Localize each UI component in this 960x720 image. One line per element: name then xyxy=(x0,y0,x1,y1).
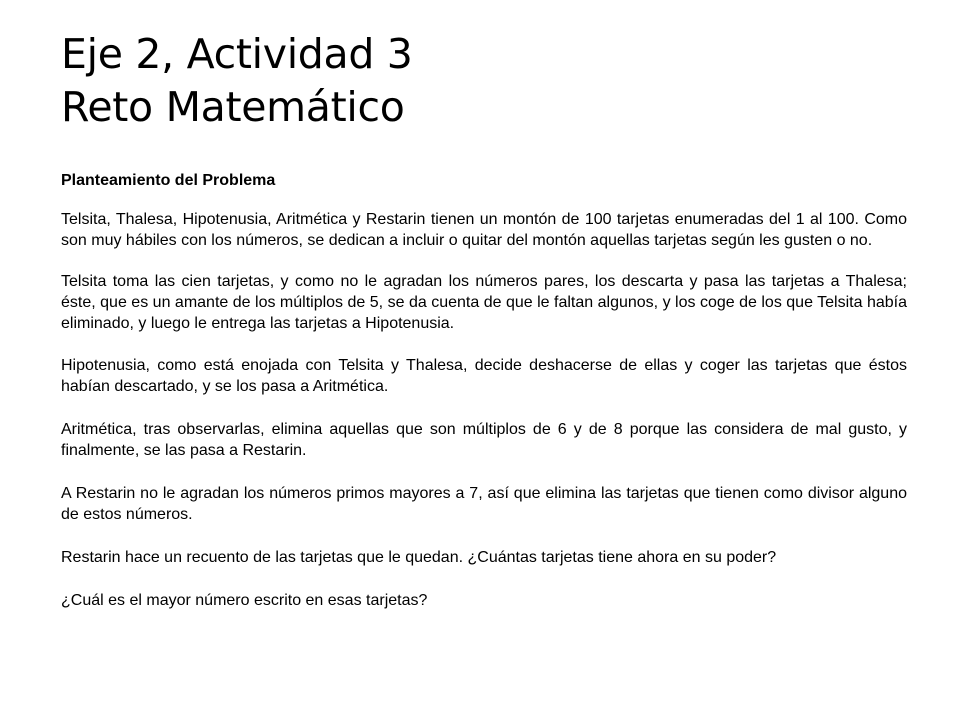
paragraph-restarin: A Restarin no le agradan los números primos mayores a 7, así que elimina las tarjetas que tienen como divisor alguno de estos números. xyxy=(61,485,907,523)
problem-heading: Planteamiento del Problema xyxy=(61,172,276,189)
paragraph-telsita: Telsita toma las cien tarjetas, y como no le agradan los números pares, los descarta y pasa las tarjetas a Thalesa; éste, que es un amante de los múltiplos de 5, se da cuenta de que le faltan algunos, y los coge de los que Telsita había eliminado, y luego le entrega las tarjetas a Hipotenusia. xyxy=(61,273,907,332)
slide-body xyxy=(61,170,907,611)
slide-title-line-2: Reto Matemático xyxy=(61,83,405,131)
paragraph-hipotenusia: Hipotenusia, como está enojada con Telsita y Thalesa, decide deshacerse de ellas y coger las tarjetas que éstos habían descartado, y se los pasa a Aritmética. xyxy=(61,357,907,395)
paragraph-aritmetica: Aritmética, tras observarlas, elimina aquellas que son múltiplos de 6 y de 8 porque las considera de mal gusto, y finalmente, se las pasa a Restarin. xyxy=(61,421,907,459)
slide-title-line-1: Eje 2, Actividad 3 xyxy=(61,30,413,78)
question-count: Restarin hace un recuento de las tarjetas que le quedan. ¿Cuántas tarjetas tiene ahora en su poder? xyxy=(61,549,777,566)
question-largest: ¿Cuál es el mayor número escrito en esas tarjetas? xyxy=(61,592,428,609)
paragraph-intro: Telsita, Thalesa, Hipotenusia, Aritmética y Restarin tienen un montón de 100 tarjetas enumeradas del 1 al 100. Como son muy hábiles con los números, se dedican a incluir o quitar del montón aquellas tarjetas según les gusten o no. xyxy=(61,211,907,249)
slide-title xyxy=(61,28,921,134)
